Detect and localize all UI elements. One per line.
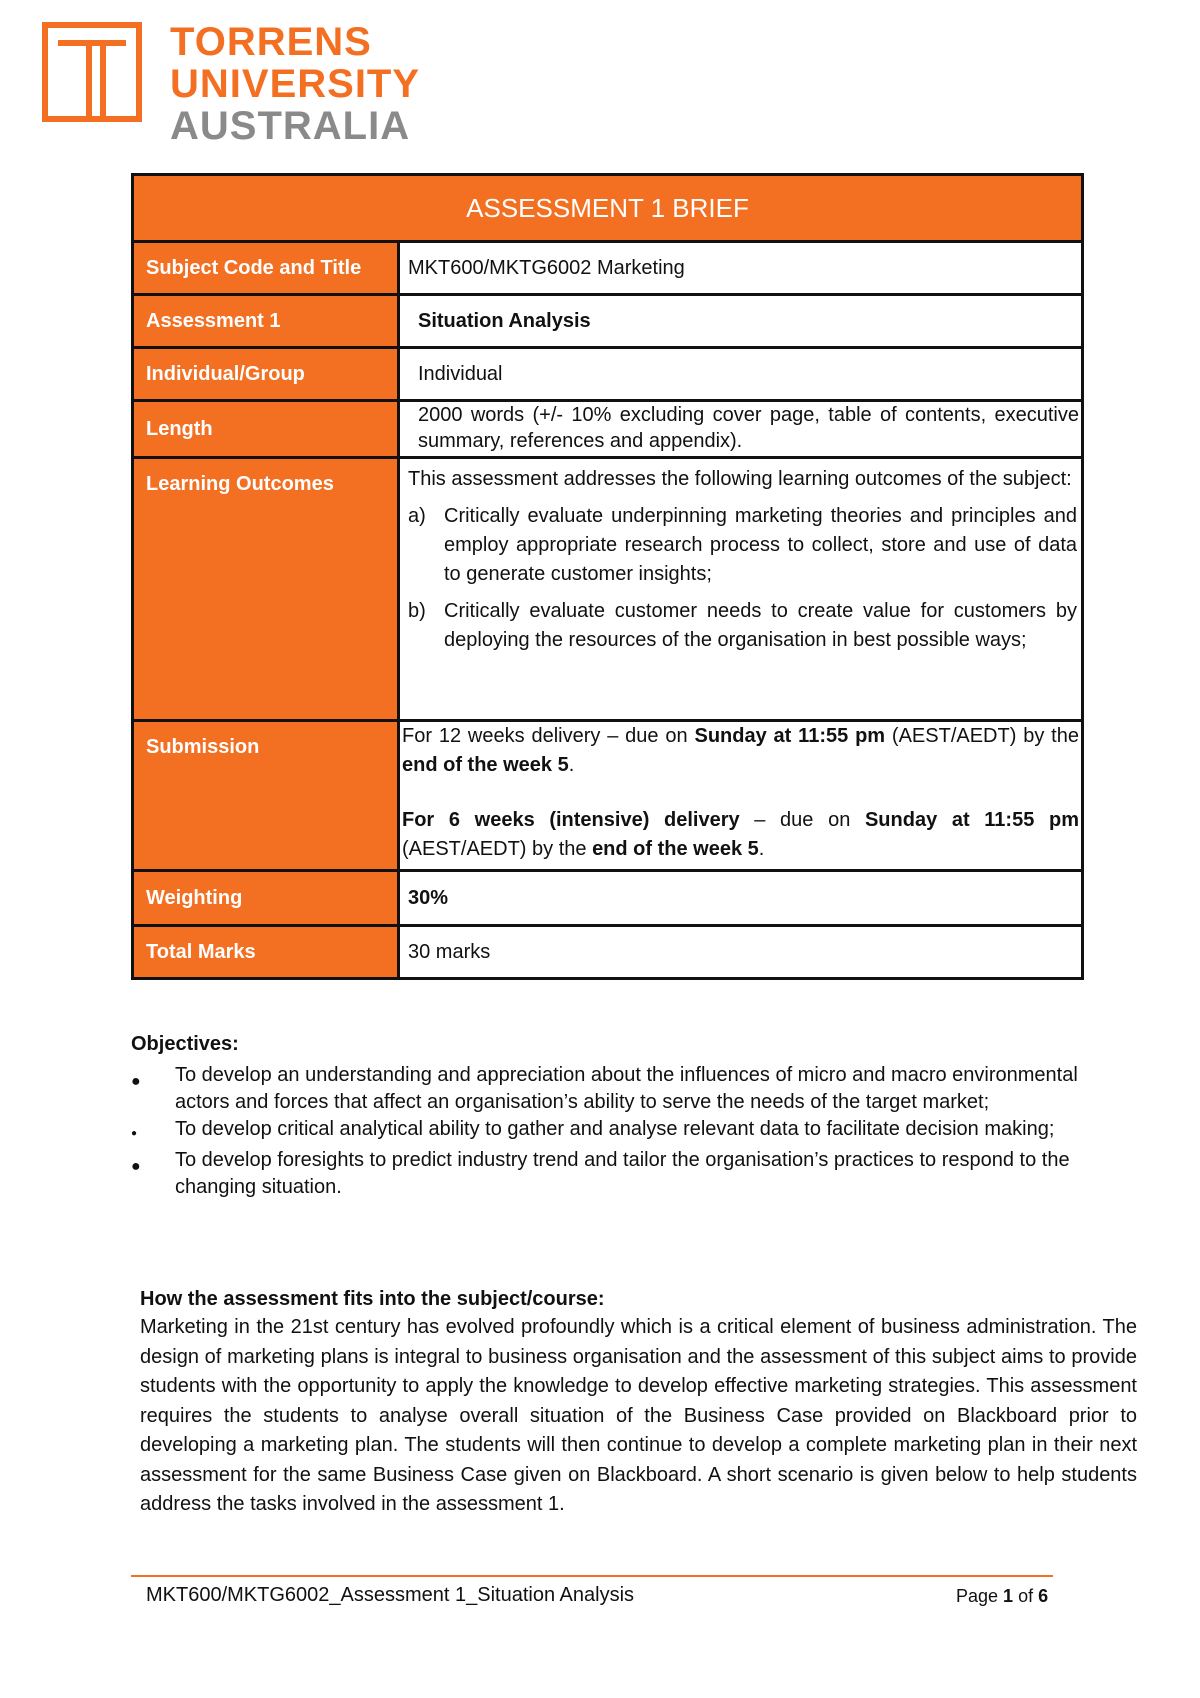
fits-section — [140, 1285, 1137, 1520]
row-weighting — [134, 872, 1081, 927]
label-total-marks: Total Marks — [134, 927, 400, 977]
lo-text-b: Critically evaluate customer needs to create value for customers by deploying the resources of the organisation in best possible ways; — [444, 600, 1077, 651]
logo-mark-icon — [42, 22, 142, 122]
label-weighting: Weighting — [134, 872, 400, 924]
footer-divider — [131, 1575, 1053, 1577]
lo-intro: This assessment addresses the following learning outcomes of the subject: — [408, 468, 1072, 490]
university-logo — [42, 22, 420, 146]
objectives-section — [131, 1033, 1121, 1201]
label-learning-outcomes: Learning Outcomes — [134, 459, 400, 719]
value-weighting — [400, 872, 1081, 924]
assessment-brief-table — [131, 173, 1084, 980]
list-item: ● To develop foresights to predict industry trend and tailor the organisation’s practices to respond to the changing situation. — [131, 1147, 1121, 1201]
lo-marker-b: b) — [408, 600, 426, 622]
weighting-percent: 30% — [408, 886, 449, 909]
row-assessment — [134, 296, 1081, 349]
fits-paragraph: Marketing in the 21st century has evolved profoundly which is a critical element of business administration. The design of marketing plans is integral to business organisation and the assessment of this subject aims to provide students with the opportunity to apply the knowledge to develop effective marketing strategies. This assessment requires the students to analyse overall situation of the Business Case provided on Blackboard prior to developing a marketing plan. The students will then continue to develop a complete marketing plan in their next assessment for the same Business Case given on Blackboard. A short scenario is given below to help students address the tasks involved in the assessment 1. — [140, 1316, 1137, 1515]
value-subject: MKT600/MKTG6002 Marketing — [408, 256, 685, 279]
submission-6-weeks: For 6 weeks (intensive) delivery – due on Sunday at 11:55 pm (AEST/AEDT) by the end of the week 5. — [402, 809, 1079, 860]
logo-wordmark — [170, 22, 420, 146]
list-item: ● To develop critical analytical ability to gather and analyse relevant data to facilitate decision making; — [131, 1116, 1121, 1147]
label-assessment: Assessment 1 — [134, 296, 400, 346]
bullet-icon: ● — [131, 1073, 141, 1090]
value-length: 2000 words (+/- 10% excluding cover page, table of contents, executive summary, references and appendix). — [418, 404, 1079, 452]
lo-item-a — [408, 502, 1077, 589]
fits-heading: How the assessment fits into the subject/course: — [140, 1288, 605, 1310]
lo-text-a: Critically evaluate underpinning marketing theories and principles and employ appropriate research process to collect, store and use of data to generate customer insights; — [444, 505, 1077, 585]
row-group — [134, 349, 1081, 402]
assessment-name: Situation Analysis — [418, 309, 591, 332]
footer-page-number: Page 1 of 6 — [956, 1586, 1049, 1606]
row-learning-outcomes — [134, 459, 1081, 722]
footer-document-name: MKT600/MKTG6002_Assessment 1_Situation Analysis — [146, 1584, 635, 1606]
row-submission — [134, 722, 1081, 872]
value-submission — [400, 722, 1081, 869]
row-length — [134, 402, 1081, 459]
logo-line-2: UNIVERSITY — [170, 62, 421, 106]
lo-item-b — [408, 597, 1077, 655]
logo-line-3: AUSTRALIA — [170, 104, 411, 148]
logo-line-1: TORRENS — [170, 20, 372, 64]
submission-12-weeks: For 12 weeks delivery – due on Sunday at 11:55 pm (AEST/AEDT) by the end of the week 5. — [402, 725, 1079, 776]
row-subject — [134, 243, 1081, 296]
objectives-list — [131, 1062, 1121, 1201]
value-assessment — [400, 296, 1081, 346]
label-length: Length — [134, 402, 400, 456]
objectives-heading: Objectives: — [131, 1033, 239, 1055]
brief-title: ASSESSMENT 1 BRIEF — [134, 176, 1081, 243]
label-subject: Subject Code and Title — [134, 243, 400, 293]
row-total-marks — [134, 927, 1081, 977]
label-submission: Submission — [134, 722, 400, 869]
bullet-icon: ● — [131, 1128, 138, 1139]
value-learning-outcomes — [400, 459, 1081, 719]
list-item: ● To develop an understanding and appreciation about the influences of micro and macro environmental actors and forces that affect an organisation’s ability to serve the needs of the target market; — [131, 1062, 1121, 1116]
bullet-icon: ● — [131, 1158, 141, 1175]
value-group: Individual — [418, 362, 503, 385]
lo-marker-a: a) — [408, 505, 426, 527]
label-group: Individual/Group — [134, 349, 400, 399]
value-total-marks: 30 marks — [408, 940, 491, 963]
